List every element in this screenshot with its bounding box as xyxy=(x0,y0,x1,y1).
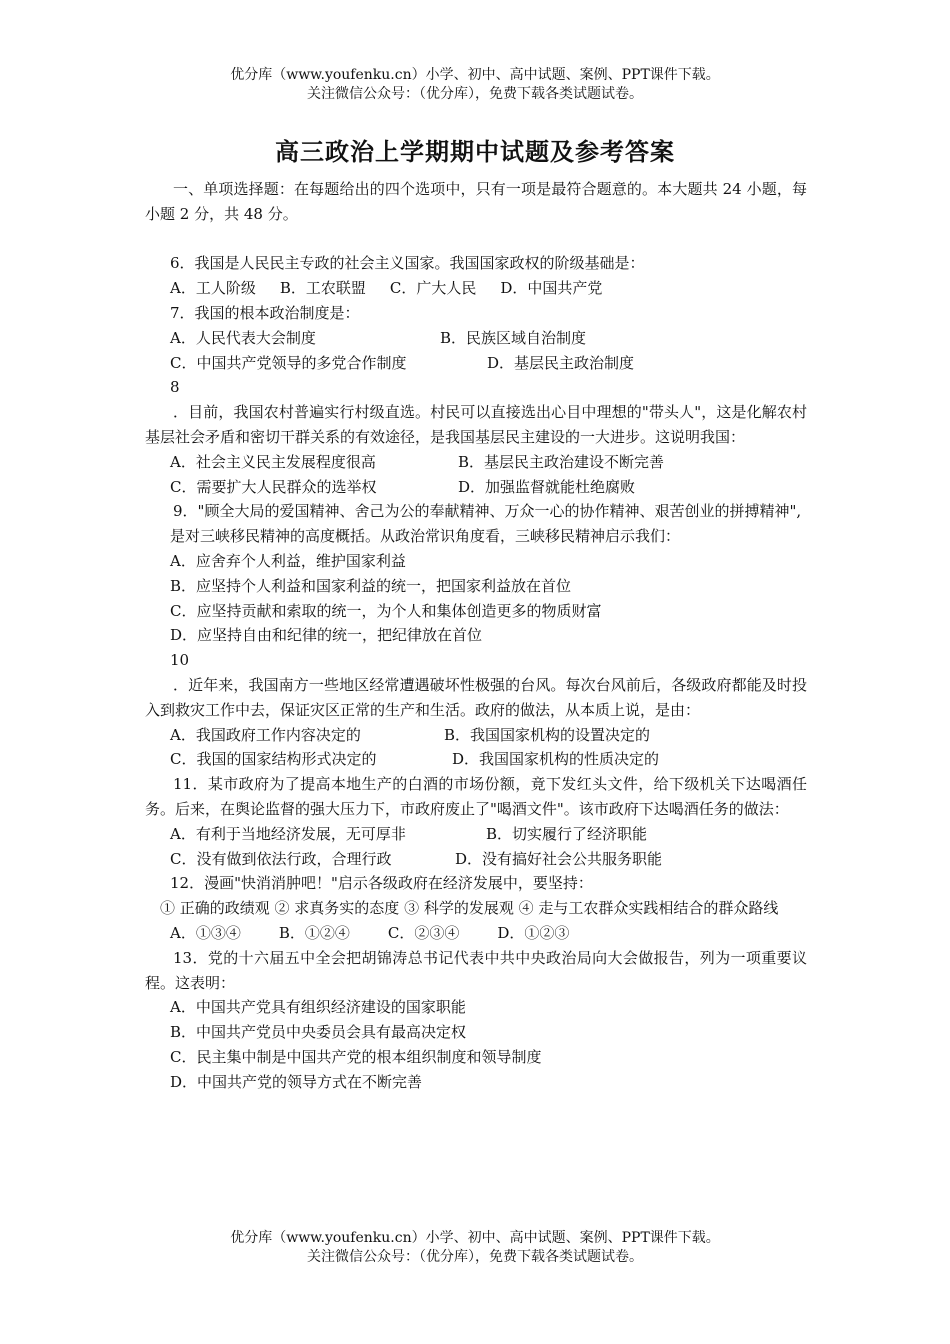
question-13-option-c: C．民主集中制是中国共产党的根本组织制度和领导制度 xyxy=(170,1047,542,1066)
option-a: A．①③④ xyxy=(170,923,241,942)
question-9-option-b: B．应坚持个人利益和国家利益的统一，把国家利益放在首位 xyxy=(170,576,572,595)
option-b: B．民族区域自治制度 xyxy=(440,328,587,347)
option-d: D．我国国家机构的性质决定的 xyxy=(452,750,660,769)
option-c: C．中国共产党领导的多党合作制度 xyxy=(170,353,407,372)
document-title: 高三政治上学期期中试题及参考答案 xyxy=(275,137,675,166)
option-a: A．工人阶级 xyxy=(170,279,256,298)
option-c: C．②③④ xyxy=(387,923,460,942)
document-body xyxy=(145,177,807,1094)
question-9-option-d: D．应坚持自由和纪律的统一，把纪律放在首位 xyxy=(170,626,483,645)
footer-line-2: 关注微信公众号：（优分库），免费下载各类试题试卷。 xyxy=(307,1249,643,1265)
question-6-options xyxy=(145,276,807,301)
option-d: D．基层民主政治制度 xyxy=(487,353,635,372)
question-7-options-row-1 xyxy=(145,326,807,351)
question-7-options-row-2 xyxy=(145,351,807,376)
footer-line-1: 优分库（www.youfenku.cn）小学、初中、高中试题、案例、PPT课件下载。 xyxy=(230,1230,720,1246)
option-d: D．加强监督就能杜绝腐败 xyxy=(458,477,636,496)
option-b: B．①②④ xyxy=(278,923,350,942)
question-9-stem: 9．"顾全大局的爱国精神、舍己为公的奉献精神、万众一心的协作精神、艰苦创业的拼搏精神", xyxy=(173,502,802,521)
question-13-option-d: D．中国共产党的领导方式在不断完善 xyxy=(170,1072,423,1091)
question-10-number: 10 xyxy=(170,651,190,670)
question-8-stem: ．目前，我国农村普遍实行村级直选。村民可以直接选出心目中理想的"带头人"，这是化解农村基层社会矛盾和密切干群关系的有效途径，是我国基层民主建设的一大进步。这说明我国： xyxy=(145,403,807,446)
blank-line xyxy=(145,227,807,252)
question-13-option-b: B．中国共产党员中央委员会具有最高决定权 xyxy=(170,1023,467,1042)
question-9-option-c: C．应坚持贡献和索取的统一，为个人和集体创造更多的物质财富 xyxy=(170,601,602,620)
question-13-option-a: A．中国共产党具有组织经济建设的国家职能 xyxy=(170,998,466,1017)
question-8-number: 8 xyxy=(170,378,180,397)
option-c: C．广大人民 xyxy=(389,279,477,298)
option-d: D．没有搞好社会公共服务职能 xyxy=(455,849,663,868)
question-13-stem: 13．党的十六届五中全会把胡锦涛总书记代表中共中央政治局向大会做报告，列为一项重要议程。这表明： xyxy=(145,948,807,992)
question-8-options-row-2 xyxy=(145,475,807,500)
header-line-1: 优分库（www.youfenku.cn）小学、初中、高中试题、案例、PPT课件下载。 xyxy=(230,67,720,83)
header-line-2: 关注微信公众号：（优分库），免费下载各类试题试卷。 xyxy=(307,86,643,102)
question-12-stem: 12．漫画"快消消肿吧！"启示各级政府在经济发展中，要坚持： xyxy=(170,874,593,893)
option-a: A．人民代表大会制度 xyxy=(170,328,316,347)
question-12-options xyxy=(145,921,807,946)
option-d: D．①②③ xyxy=(497,923,570,942)
option-d: D．中国共产党 xyxy=(500,279,603,298)
option-c: C．需要扩大人民群众的选举权 xyxy=(170,477,377,496)
option-b: B．工农联盟 xyxy=(279,279,366,298)
page-header xyxy=(0,66,950,104)
question-11-stem: 11．某市政府为了提高本地生产的白酒的市场份额，竟下发红头文件，给下级机关下达喝酒任务。后来，在舆论监督的强大压力下，市政府废止了"喝酒文件"。该市政府下达喝酒任务的做法： xyxy=(145,775,807,818)
section-intro: 一、单项选择题：在每题给出的四个选项中，只有一项是最符合题意的。本大题共 24 小题，每小题 2 分，共 48 分。 xyxy=(145,180,807,223)
option-a: A．有利于当地经济发展，无可厚非 xyxy=(170,824,406,843)
question-10-options-row-2 xyxy=(145,747,807,772)
option-c: C．没有做到依法行政，合理行政 xyxy=(170,849,392,868)
page-footer xyxy=(0,1229,950,1267)
option-b: B．我国国家机构的设置决定的 xyxy=(444,725,651,744)
question-10-stem: ．近年来，我国南方一些地区经常遭遇破坏性极强的台风。每次台风前后，各级政府都能及时投入到救灾工作中去，保证灾区正常的生产和生活。政府的做法，从本质上说，是由： xyxy=(145,675,807,719)
question-8-options-row-1 xyxy=(145,450,807,475)
option-a: A．我国政府工作内容决定的 xyxy=(170,725,361,744)
option-a: A．社会主义民主发展程度很高 xyxy=(170,452,376,471)
question-11-options-row-1 xyxy=(145,822,807,847)
question-9-option-a: A．应舍弃个人利益，维护国家利益 xyxy=(170,551,406,570)
question-9-stem-continued: 是对三峡移民精神的高度概括。从政治常识角度看，三峡移民精神启示我们： xyxy=(170,527,681,546)
question-12-statements: ① 正确的政绩观 ② 求真务实的态度 ③ 科学的发展观 ④ 走与工农群众实践相结合的群众路线 xyxy=(160,899,779,918)
question-11-options-row-2 xyxy=(145,847,807,872)
option-b: B．基层民主政治建设不断完善 xyxy=(458,452,665,471)
option-b: B．切实履行了经济职能 xyxy=(486,824,648,843)
question-7-stem: 7．我国的根本政治制度是： xyxy=(170,303,360,322)
question-6-stem: 6．我国是人民民主专政的社会主义国家。我国国家政权的阶级基础是： xyxy=(170,254,645,273)
option-c: C．我国的国家结构形式决定的 xyxy=(170,750,377,769)
question-10-options-row-1 xyxy=(145,723,807,748)
